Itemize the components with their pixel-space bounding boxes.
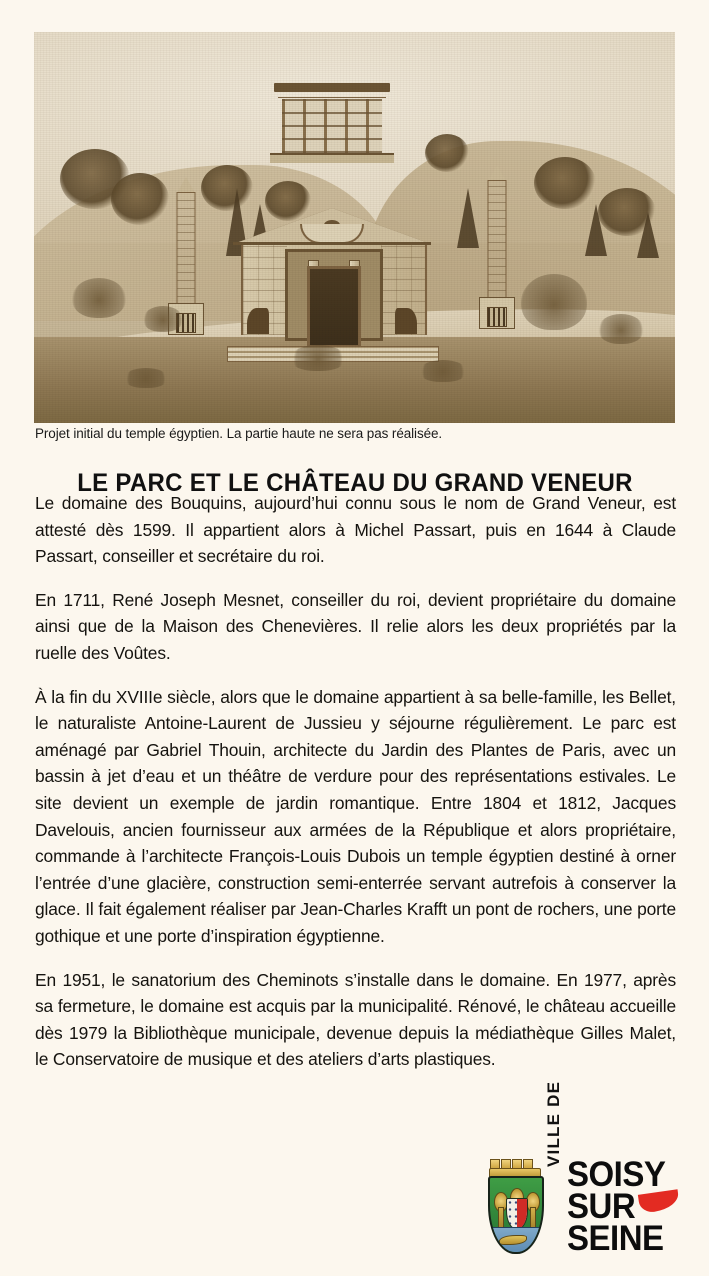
logo-prefix: VILLE DE	[544, 1080, 563, 1167]
paragraph: En 1951, le sanatorium des Cheminots s’installe dans le domaine. En 1977, après sa fermeture, le domaine est acquis par la municipalité. Rénové, le château accueille dès 1979 la Bibliothèque municipale, devenue depuis la médiathèque Gilles Malet, le Conservatoire de musique et des ateliers d’arts plastiques.	[35, 969, 676, 1070]
engraving-canvas	[34, 32, 675, 423]
paragraph: À la fin du XVIIIe siècle, alors que le domaine appartient à sa belle-famille, les Bellet, le naturaliste Antoine-Laurent de Jussieu y séjourne régulièrement. Le parc est aménagé par Gabriel Thouin, architecte du Jardin des Plantes de Paris, avec un bassin à jet d’eau et un théâtre de verdure pour des représentations estivales. Le site devient un exemple de jardin romantique. Entre 1804 et 1812, Jacques Davelouis, ancien fournisseur aux armées de la République et alors propriétaire, commande à l’architecte François-Louis Dubois un temple égyptien destiné à orner l’entrée d’une glacière, construction semi-enterrée servant autrefois à conserver la glace. Il fait également réaliser par Jean-Charles Krafft un pont de rochers, une porte gothique et une porte d’inspiration égyptienne.	[35, 686, 676, 946]
wordmark-line-soisy: SOISY	[567, 1153, 666, 1194]
shield-field	[488, 1176, 544, 1254]
paragraph: En 1711, René Joseph Mesnet, conseiller du roi, devient propriétaire du domaine ainsi que de la Maison des Chenevières. Il relie alors les deux propriétés par la ruelle des Voûtes.	[35, 589, 676, 663]
engraving-grain-texture	[34, 32, 675, 423]
wordmark-row	[567, 1153, 679, 1194]
paragraph: Le domaine des Bouquins, aujourd’hui connu sous le nom de Grand Veneur, est attesté dès 1599. Il appartient alors à Michel Passart, puis en 1644 à Claude Passart, conseiller et secrétaire du roi.	[35, 493, 676, 567]
page-title: LE PARC ET LE CHÂTEAU DU GRAND VENEUR	[77, 468, 633, 497]
body-text	[35, 490, 676, 1073]
wordmark-line-sur: SUR	[567, 1185, 636, 1226]
city-logo	[487, 1080, 677, 1258]
escutcheon-pale	[517, 1199, 527, 1229]
figure-caption: Projet initial du temple égyptien. La partie haute ne sera pas réalisée.	[35, 426, 443, 441]
wordmark-line-seine: SEINE	[567, 1217, 664, 1258]
logo-wordmark	[567, 1153, 679, 1258]
coat-of-arms-icon	[487, 1159, 541, 1251]
inner-escutcheon	[506, 1198, 528, 1230]
wordmark-row	[567, 1217, 679, 1258]
escutcheon-semy	[507, 1199, 517, 1229]
engraving-figure	[34, 32, 675, 423]
tree-charge	[494, 1192, 506, 1230]
